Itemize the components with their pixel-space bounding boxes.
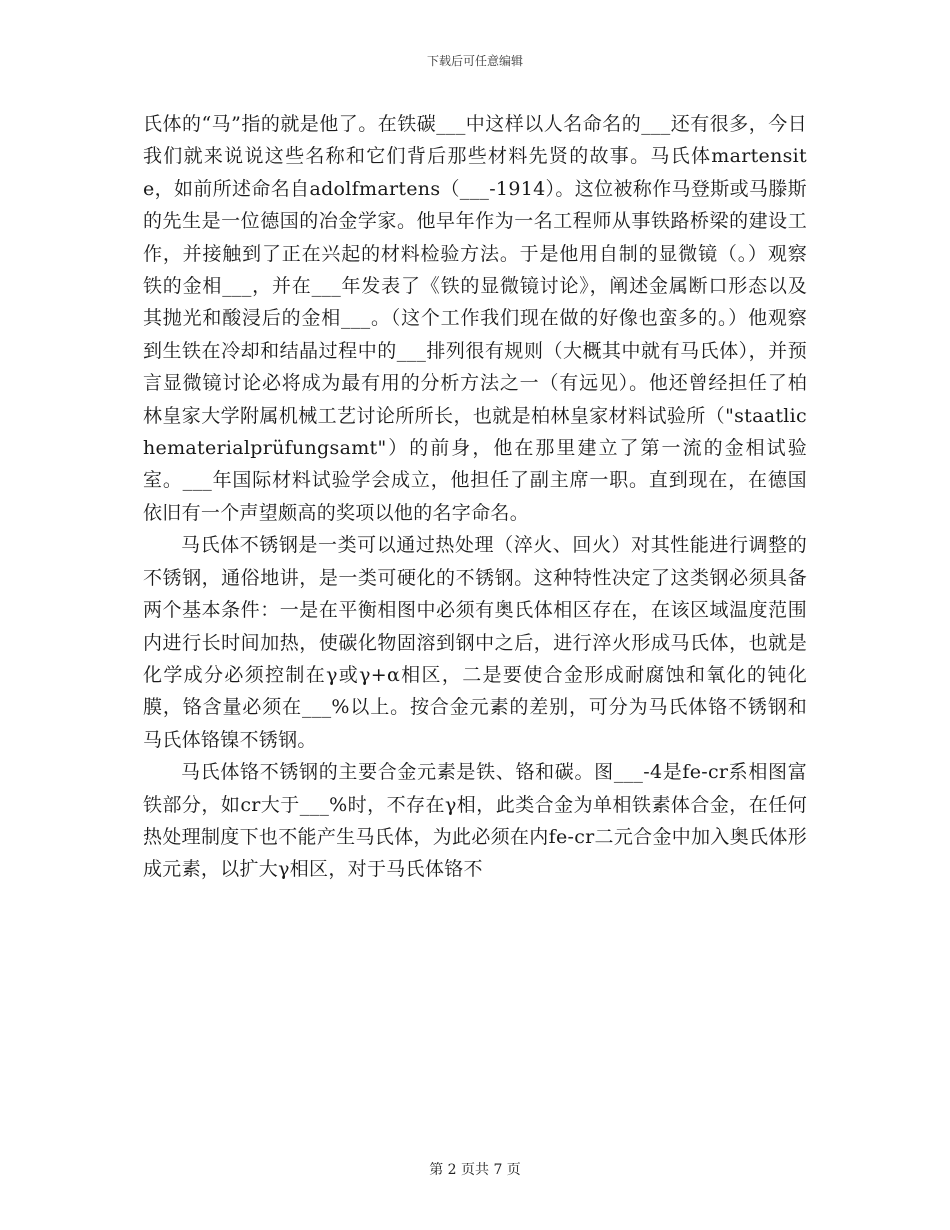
- paragraph-1: 氏体的“马”指的就是他了。在铁碳___中这样以人名命名的___还有很多，今日我们就来说说这些名称和它们背后那些材料先贤的故事。马氏体martensite，如前所述命名自adolfmartens（___-1914）。这位被称作马登斯或马滕斯的先生是一位德国的冶金学家。他早年作为一名工程师从事铁路桥梁的建设工作，并接触到了正在兴起的材料检验方法。于是他用自制的显微镜（。）观察铁的金相___，并在___年发表了《铁的显微镜讨论》，阐述金属断口形态以及其抛光和酸浸后的金相___。（这个工作我们现在做的好像也蛮多的。）他观察到生铁在冷却和结晶过程中的___排列很有规则（大概其中就有马氏体），并预言显微镜讨论必将成为最有用的分析方法之一（有远见）。他还曾经担任了柏林皇家大学附属机械工艺讨论所所长，也就是柏林皇家材料试验所（"staatlichematerialprüfungsamt"）的前身，他在那里建立了第一流的金相试验室。___年国际材料试验学会成立，他担任了副主席一职。直到现在，在德国依旧有一个声望颇高的奖项以他的名字命名。: [143, 113, 807, 524]
- page-header: 下载后可任意编辑: [426, 54, 523, 68]
- paragraph-2: 马氏体不锈钢是一类可以通过热处理（淬火、回火）对其性能进行调整的不锈钢，通俗地讲，是一类可硬化的不锈钢。这种特性决定了这类钢必须具备两个基本条件：一是在平衡相图中必须有奥氏体相区存在，在该区域温度范围内进行长时间加热，使碳化物固溶到钢中之后，进行淬火形成马氏体，也就是化学成分必须控制在γ或γ+α相区，二是要使合金形成耐腐蚀和氧化的钝化膜，铬含量必须在___%以上。按合金元素的差别，可分为马氏体铬不锈钢和马氏体铬镍不锈钢。: [143, 534, 807, 751]
- paragraph-3: 马氏体铬不锈钢的主要合金元素是铁、铬和碳。图___-4是fe-cr系相图富铁部分，如cr大于___%时，不存在γ相，此类合金为单相铁素体合金，在任何热处理制度下也不能产生马氏体，为此必须在内fe-cr二元合金中加入奥氏体形成元素，以扩大γ相区，对于马氏体铬不: [143, 761, 807, 881]
- document-body: [143, 108, 807, 886]
- page-footer: 第 2 页共 7 页: [429, 1162, 521, 1178]
